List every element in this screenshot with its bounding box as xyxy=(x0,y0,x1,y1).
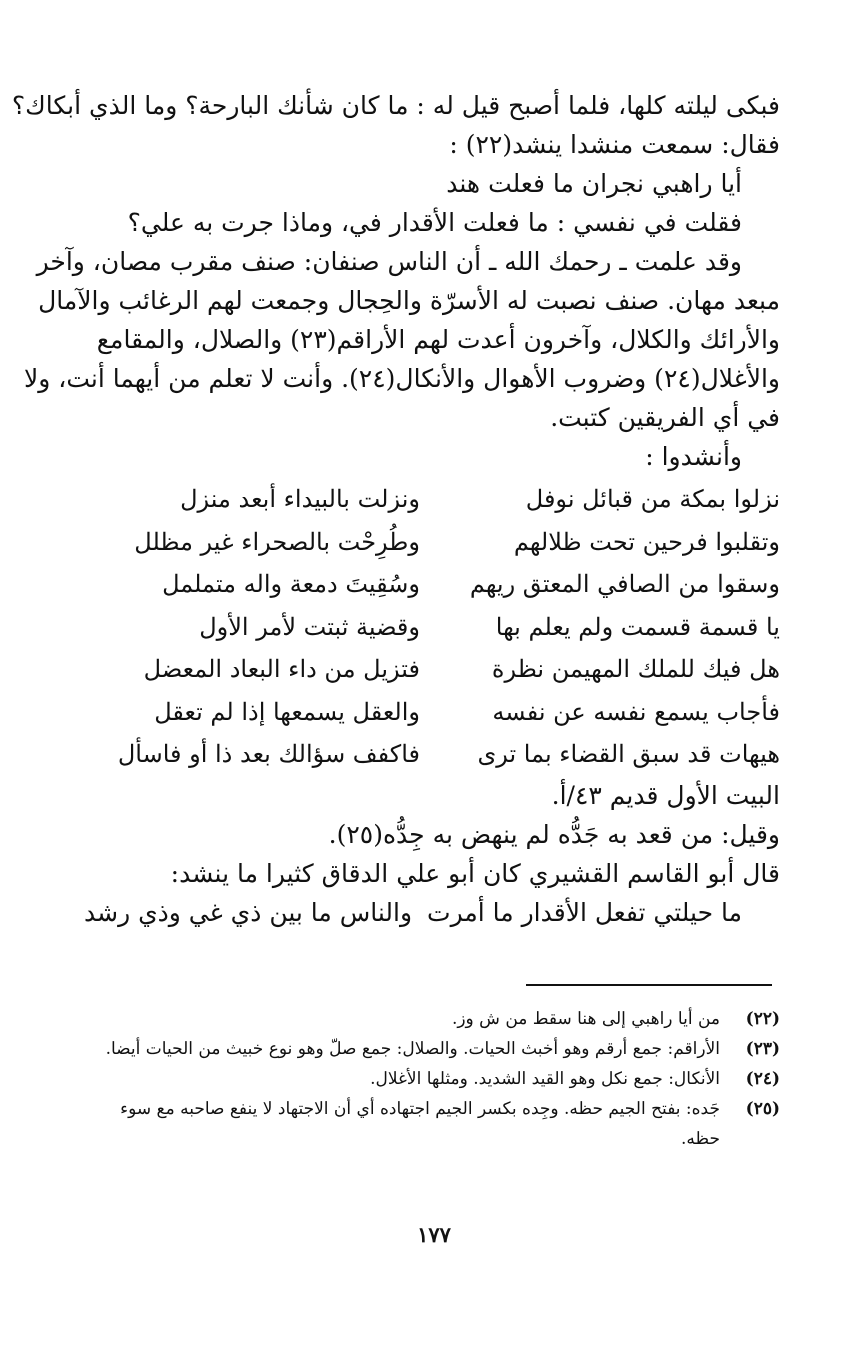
hemistich: وسُقِيتَ دمعة واله متململ xyxy=(162,570,420,598)
footnote-number: (٢٥) xyxy=(745,1099,780,1119)
footnote-text: الأنكال: جمع نكل وهو القيد الشديد. ومثلها الأغلال. xyxy=(370,1069,720,1089)
quoted-verse: أيا راهبي نجران ما فعلت هند xyxy=(446,169,742,198)
text-line: وقيل: من قعد به جَدُّه لم ينهض به جِدُّه(٢٥). xyxy=(328,819,780,849)
hemistich: نزلوا بمكة من قبائل نوفل xyxy=(525,485,780,513)
text-line: والأغلال(٢٤) وضروب الأهوال والأنكال(٢٤). وأنت لا تعلم من أيهما أنت، ولا xyxy=(23,364,780,393)
text-line: فقال: سمعت منشدا ينشد(٢٢) : xyxy=(449,130,780,159)
footnote-number: (٢٣) xyxy=(745,1039,780,1059)
hemistich: هل فيك للملك المهيمن نظرة xyxy=(491,655,780,683)
hemistich: وطُرِحْت بالصحراء غير مظلل xyxy=(134,527,420,556)
hemistich: هيهات قد سبق القضاء بما ترى xyxy=(477,740,780,768)
footnote-number: (٢٤) xyxy=(745,1069,780,1089)
hemistich: والعقل يسمعها إذا لم تعقل xyxy=(154,697,420,726)
text-line: وقد علمت ـ رحمك الله ـ أن الناس صنفان: صنف مقرب مصان، وآخر xyxy=(36,247,742,276)
footnotes xyxy=(76,1004,780,1154)
footnote-text: من أيا راهبي إلى هنا سقط من ش وز. xyxy=(451,1009,720,1029)
footnote-separator xyxy=(526,984,772,986)
page-number: ١٧٧ xyxy=(417,1222,451,1247)
footnote xyxy=(76,1034,780,1064)
poem-second-hemistichs xyxy=(84,478,420,776)
text-line: فبكى ليلته كلها، فلما أصبح قيل له : ما كان شأنك البارحة؟ وما الذي أبكاك؟ xyxy=(11,91,780,120)
hemistich: ما حيلتي تفعل الأقدار ما أمرت xyxy=(427,897,742,927)
hemistich: وقضية ثبتت لأمر الأول xyxy=(199,612,420,641)
final-couplet xyxy=(84,893,780,932)
text-line: البيت الأول قديم ٤٣/أ. xyxy=(551,780,780,810)
hemistich: يا قسمة قسمت ولم يعلم بها xyxy=(495,612,780,641)
hemistich: ونزلت بالبيداء أبعد منزل xyxy=(180,485,420,513)
text-line: قال أبو القاسم القشيري كان أبو علي الدقاق كثيرا ما ينشد: xyxy=(170,858,780,888)
footnote-text: الأراقم: جمع أرقم وهو أخبث الحيات. والصلال: جمع صلّ وهو نوع خبيث من الحيات أيضا. xyxy=(105,1039,720,1059)
poem-first-hemistichs xyxy=(440,478,780,776)
hemistich: وتقلبوا فرحين تحت ظلالهم xyxy=(513,527,780,556)
footnote-text: جَده: بفتح الجيم حظه. وجِده بكسر الجيم اجتهاده أي أن الاجتهاد لا ينفع صاحبه مع سوء حظه. xyxy=(120,1099,720,1149)
hemistich: وسقوا من الصافي المعتق ريهم xyxy=(469,570,780,598)
footnote-number: (٢٢) xyxy=(745,1009,780,1029)
poem-intro: وأنشدوا : xyxy=(645,442,742,471)
poem xyxy=(84,478,780,776)
hemistich: فتزيل من داء البعاد المعضل xyxy=(143,655,420,683)
footnote xyxy=(76,1004,780,1034)
text-line: والأرائك والكلال، وآخرون أعدت لهم الأراقم(٢٣) والصلال، والمقامع xyxy=(96,325,780,354)
hemistich: فاكفف سؤالك بعد ذا أو فاسأل xyxy=(117,740,420,768)
text-line: فقلت في نفسي : ما فعلت الأقدار في، وماذا جرت به علي؟ xyxy=(127,208,742,237)
main-text xyxy=(11,86,780,932)
footnote xyxy=(76,1094,780,1154)
hemistich: والناس ما بين ذي غي وذي رشد xyxy=(84,897,413,927)
footnote xyxy=(76,1064,780,1094)
hemistich: فأجاب يسمع نفسه عن نفسه xyxy=(492,697,780,726)
text-line: في أي الفريقين كتبت. xyxy=(550,403,780,432)
text-line: مبعد مهان. صنف نصبت له الأسرّة والحِجال وجمعت لهم الرغائب والآمال xyxy=(38,286,780,315)
